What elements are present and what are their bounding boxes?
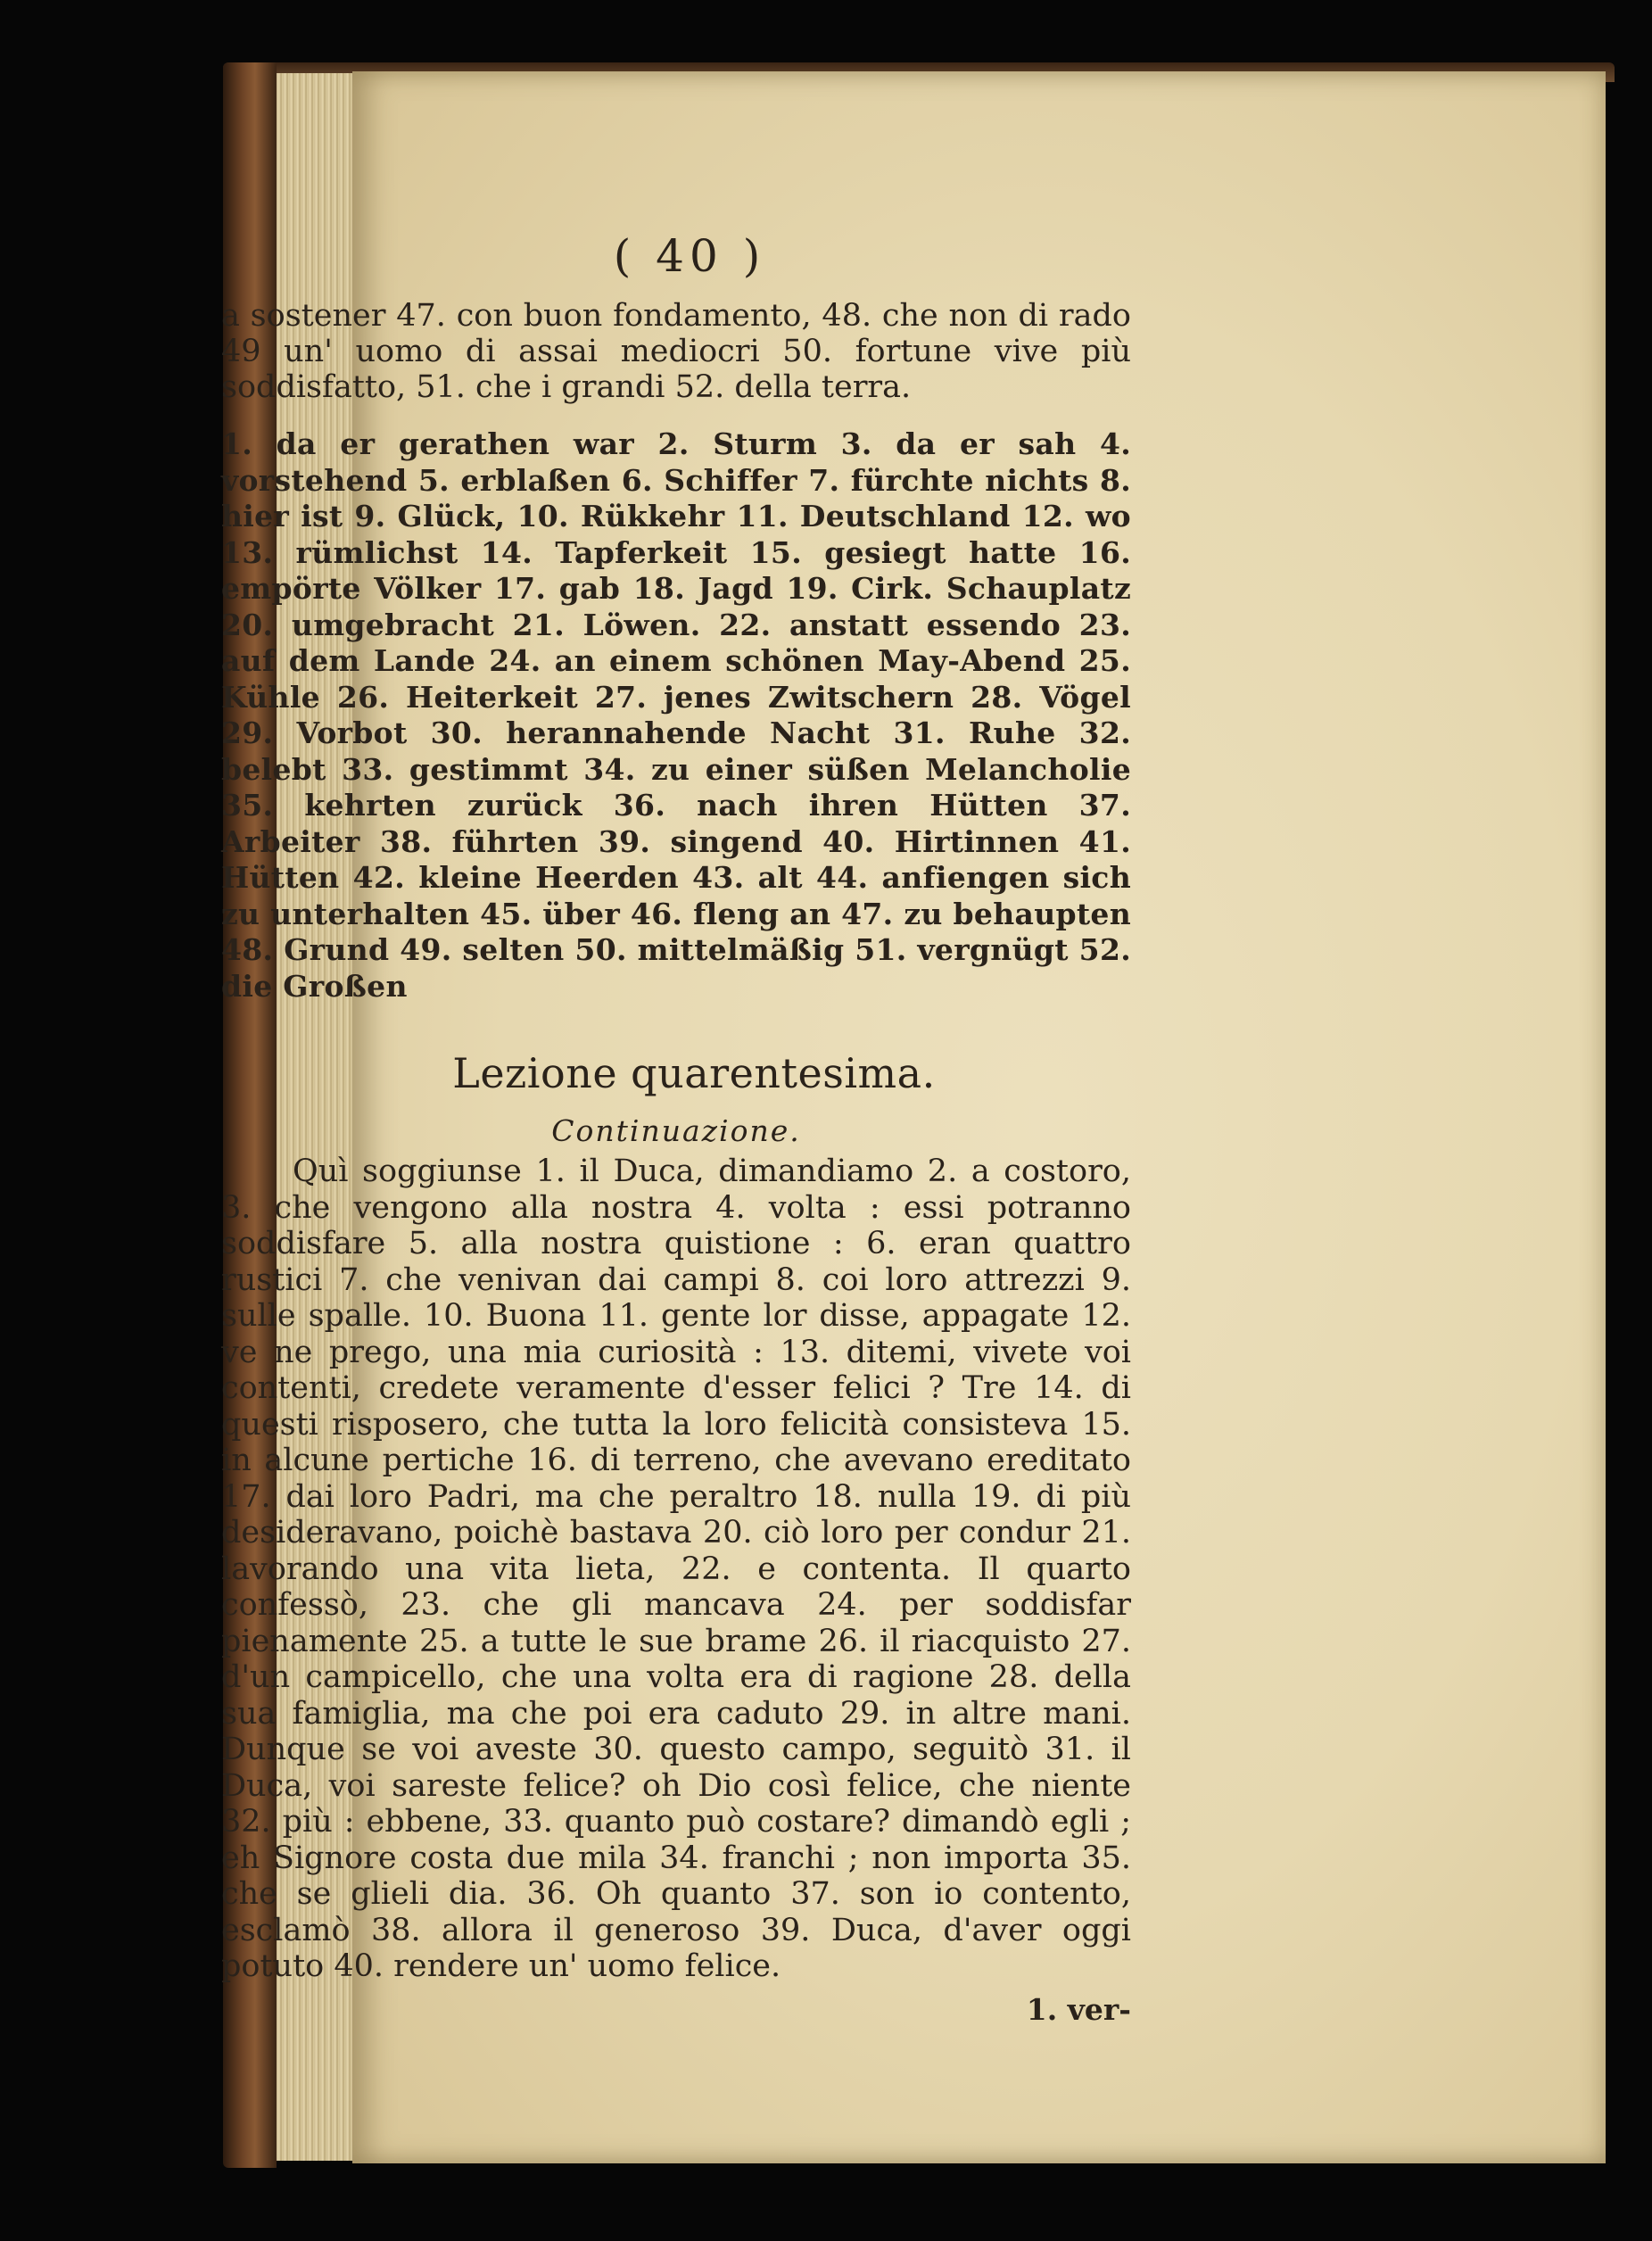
page-text-block — [221, 230, 1131, 2027]
page-header: ( 40 ) — [613, 230, 766, 282]
catchword: 1. ver- — [1026, 1991, 1131, 2027]
lesson-text: Quì soggiunse 1. il Duca, dimandiamo 2. a costoro, 3. che vengono alla nostra 4. volta : essi potranno soddisfare 5. alla nostra quistione : 6. eran quattro rustici 7. che venivan dai campi 8. coi loro attrezzi 9. sulle spalle. 10. Buona 11. gente lor disse, appagate 12. ve ne prego, una mia curiosità : 13. ditemi, vivete voi contenti, credete veramente d'esser felici ? Tre 14. di questi risposero, che tutta la loro felicità consisteva 15. in alcune pertiche 16. di terreno, che avevano ereditato 17. dai loro Padri, ma che peraltro 18. nulla 19. di più desideravano, poichè bastava 20. ciò loro per condur 21. lavorando una vita lieta, 22. e contenta. Il quarto confessò, 23. che gli mancava 24. per soddisfar pienamente 25. a tutte le sue brame 26. il riacquisto 27. d'un campicello, che una volta era di ragione 28. della sua famiglia, ma che poi era caduto 29. in altre mani. Dunque se voi aveste 30. questo campo, seguitò 31. il Duca, voi sareste felice? oh Dio così felice, che niente 32. più : ebbene, 33. quanto può costare? dimandò egli ; eh Signore costa due mila 34. franchi ; non importa 35. che se glieli dia. 36. Oh quanto 37. son io contento, esclamò 38. allora il generoso 39. Duca, d'aver oggi potuto 40. rendere un' uomo felice. — [221, 1154, 1131, 1984]
carryover-paragraph: a sostener 47. con buon fondamento, 48. che non di rado 49 un' uomo di assai mediocri 50. fortune vive più soddisfatto, 51. che i grandi 52. della terra. — [221, 298, 1131, 405]
lesson-subtitle: Continuazione. — [551, 1113, 801, 1148]
lesson-title: Lezione quarentesima. — [452, 1049, 936, 1097]
vocabulary-gloss: 1. da er gerathen war 2. Sturm 3. da er sah 4. vorstehend 5. erblaßen 6. Schiffer 7. fürchte nichts 8. hier ist 9. Glück, 10. Rükkehr 11. Deutschland 12. wo 13. rümlichst 14. Tapferkeit 15. gesiegt hatte 16. empörte Völker 17. gab 18. Jagd 19. Cirk. Schauplatz 20. umgebracht 21. Löwen. 22. anstatt essendo 23. auf dem Lande 24. an einem schönen May-Abend 25. Kühle 26. Heiterkeit 27. jenes Zwitschern 28. Vögel 29. Vorbot 30. herannahende Nacht 31. Ruhe 32. belebt 33. gestimmt 34. zu einer süßen Melancholie 35. kehrten zurück 36. nach ihren Hütten 37. Arbeiter 38. führten 39. singend 40. Hirtinnen 41. Hütten 42. kleine Heerden 43. alt 44. anfiengen sich zu unterhalten 45. über 46. fleng an 47. zu behaupten 48. Grund 49. selten 50. mittelmäßig 51. vergnügt 52. die Großen — [221, 426, 1131, 1004]
